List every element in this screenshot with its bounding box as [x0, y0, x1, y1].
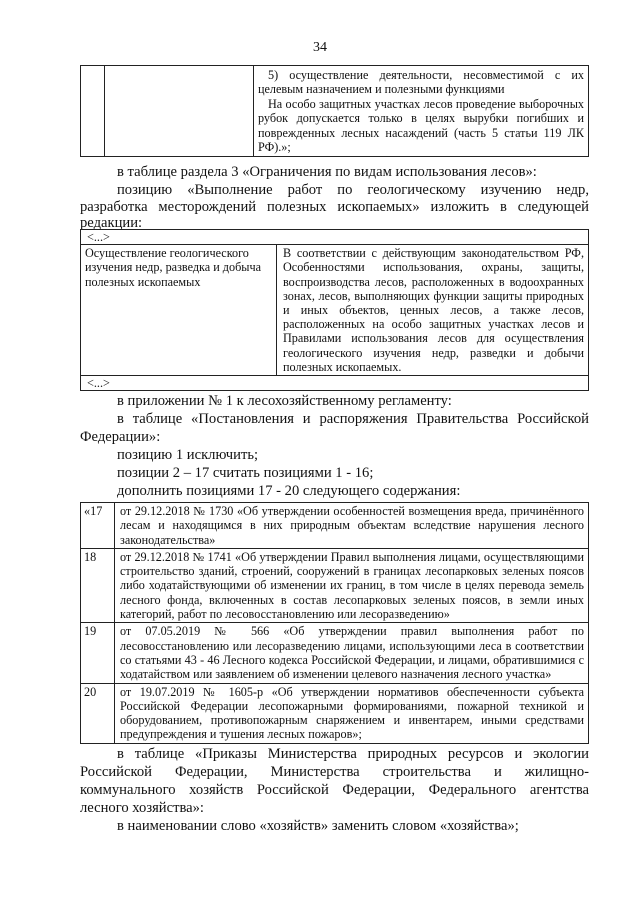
cell-text: На особо защитных участках лесов проведение выборочных рубок допускается только в целях вырубки погибших и поврежденных лесных насаждений (часть 5 статьи 119 ЛК РФ).»; — [258, 96, 584, 155]
cell-text: 5) осуществление деятельности, несовместимой с их целевым назначением и полезными функциями — [258, 68, 584, 97]
table-row — [81, 503, 589, 549]
ellipsis-marker: <...> — [81, 230, 589, 245]
table-row — [81, 230, 589, 245]
table-cell: Осуществление геологического изучения недр, разведка и добыча полезных ископаемых — [81, 245, 277, 376]
paragraph: редакции: — [80, 215, 143, 231]
paragraph: в таблице раздела 3 «Ограничения по видам использования лесов»: — [117, 164, 537, 180]
amendment-table — [80, 229, 589, 391]
row-text: от 29.12.2018 № 1741 «Об утверждении Правил выполнения лицами, осуществляющими строительство зданий, строений, сооружений в границах лесопарковых зеленых поясов либо ходатайствующими об изменении их границ, в том числе в целях перевода земель лесного фонда, включенных в состав лесопарковых зеленых поясов, в земли иных категорий, работ по лесовосстановлению или лесоразведению» — [115, 548, 589, 622]
ellipsis-marker: <...> — [81, 376, 589, 391]
row-number: «17 — [81, 503, 115, 549]
table-row — [81, 683, 589, 743]
continuation-table — [80, 65, 589, 157]
paragraph: Федерации»: — [80, 429, 161, 445]
paragraph: в приложении № 1 к лесохозяйственному регламенту: — [117, 393, 452, 409]
table-row — [81, 376, 589, 391]
paragraph: коммунального хозяйств Российской Федерации, Федерального агентства — [80, 782, 589, 798]
row-number: 19 — [81, 623, 115, 683]
row-text: от 29.12.2018 № 1730 «Об утверждении особенностей возмещения вреда, причинённого лесам и находящимся в них природным объектам вследствие нарушения лесного законодательства» — [115, 503, 589, 549]
table-row — [81, 548, 589, 622]
paragraph: в наименовании слово «хозяйств» заменить словом «хозяйства»; — [117, 818, 519, 834]
acts-table — [80, 502, 589, 744]
paragraph: лесного хозяйства»: — [80, 800, 204, 816]
paragraph: дополнить позициями 17 - 20 следующего содержания: — [117, 483, 461, 499]
row-text: от 07.05.2019 № 566 «Об утверждении правил выполнения работ по лесовосстановлению или лесоразведению лицами, использующими леса в соответствии со статьями 43 - 46 Лесного кодекса Российской Федерации, и лицами, обратившимися с ходатайством или заявлением об изменении целевого назначения лесного участка» — [115, 623, 589, 683]
table-cell — [81, 66, 105, 157]
paragraph: позицию «Выполнение работ по геологическому изучению недр, — [117, 182, 589, 198]
table-cell — [254, 66, 589, 157]
paragraph: в таблице «Постановления и распоряжения Правительства Российской — [117, 411, 589, 427]
paragraph: позицию 1 исключить; — [117, 447, 259, 463]
table-cell: В соответствии с действующим законодательством РФ, Особенностями использования, охраны, защиты, воспроизводства лесов, расположенных в водоохранных зонах, лесов, выполняющих функции защиты природных и иных объектов, ценных лесов, а также лесов, расположенных на особо защитных участках лесов и Правилами использования лесов для осуществления геологического изучения недр, разведки и добычи полезных ископаемых. — [277, 245, 589, 376]
table-cell — [105, 66, 254, 157]
row-number: 20 — [81, 683, 115, 743]
table-row — [81, 623, 589, 683]
table-row — [81, 245, 589, 376]
paragraph: позиции 2 – 17 считать позициями 1 - 16; — [117, 465, 374, 481]
row-number: 18 — [81, 548, 115, 622]
paragraph: Российской Федерации, Министерства строительства и жилищно- — [80, 764, 589, 780]
row-text: от 19.07.2019 № 1605-р «Об утверждении нормативов обеспеченности субъекта Российской Федерации лесопожарными формированиями, пожарной техникой и оборудованием, противопожарным снаряжением и инвентарем, иными средствами предупреждения и тушения лесных пожаров»; — [115, 683, 589, 743]
table-row — [81, 66, 589, 157]
page-number: 34 — [313, 40, 327, 55]
paragraph: разработка месторождений полезных ископаемых» изложить в следующей — [80, 199, 589, 215]
paragraph: в таблице «Приказы Министерства природных ресурсов и экологии — [117, 746, 589, 762]
